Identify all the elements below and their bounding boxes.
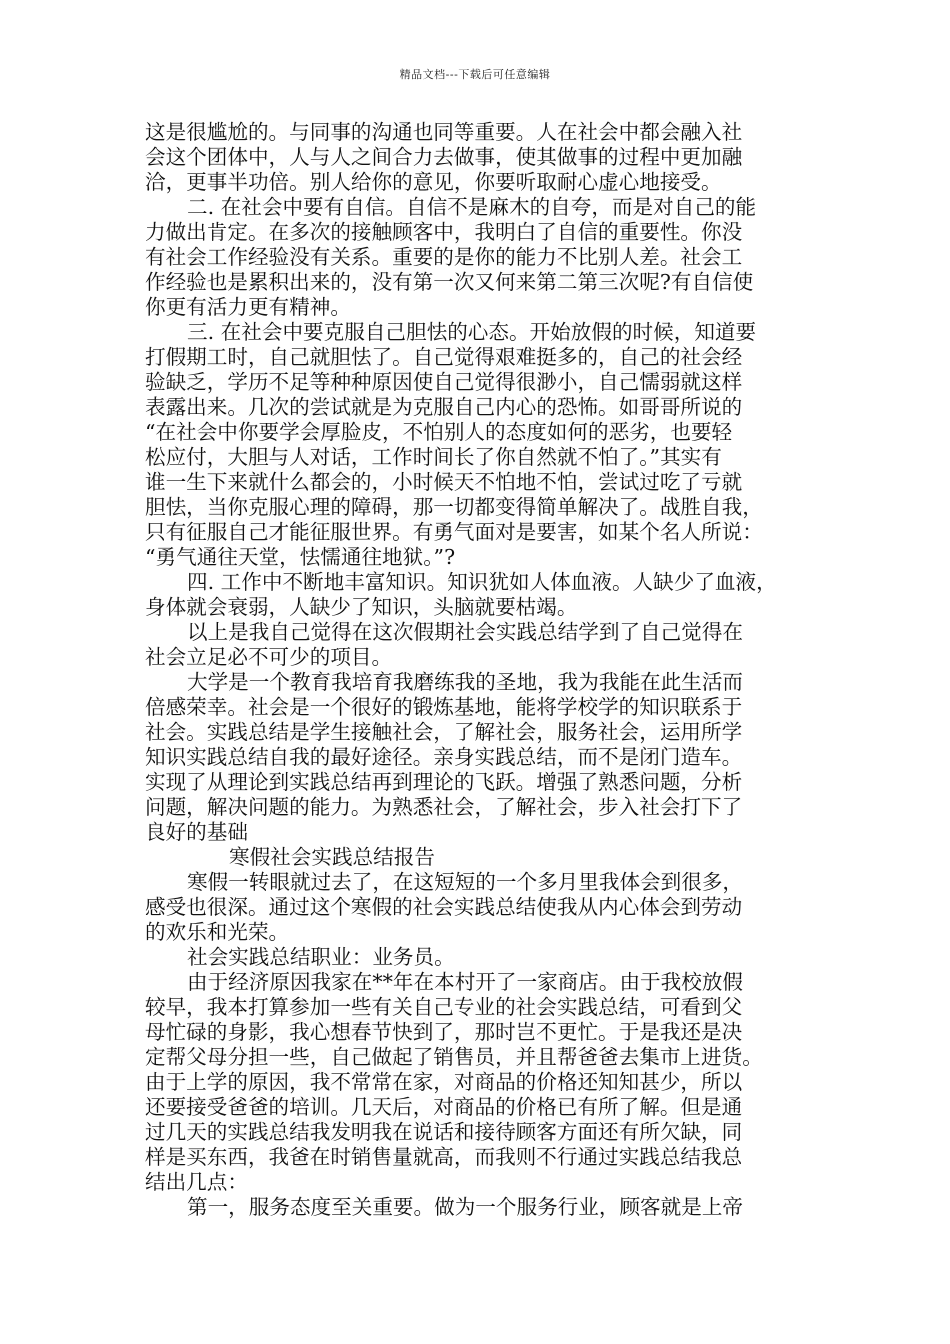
text-line: 只有征服自己才能征服世界。有勇气面对是要害，如某个名人所说： xyxy=(145,520,763,544)
text-line: 结出几点： xyxy=(145,1170,248,1194)
text-line: 母忙碌的身影，我心想春节快到了，那时岂不更忙。于是我还是决 xyxy=(145,1020,743,1044)
text-line: 有社会工作经验没有关系。重要的是你的能力不比别人差。社会工 xyxy=(145,245,743,269)
text-line: 力做出肯定。在多次的接触顾客中，我明白了自信的重要性。你没 xyxy=(145,220,743,244)
text-line: 二. 在社会中要有自信。自信不是麻木的自夸，而是对自己的能 xyxy=(187,195,757,219)
text-line: 你更有活力更有精神。 xyxy=(145,295,351,319)
text-line: 社会立足必不可少的项目。 xyxy=(145,645,393,669)
text-line: 过几天的实践总结我发明我在说话和接待顾客方面还有所欠缺，同 xyxy=(145,1120,743,1144)
text-line: 作经验也是累积出来的，没有第一次又何来第二第三次呢?有自信使 xyxy=(145,270,754,294)
text-line: 由于上学的原因，我不常常在家，对商品的价格还知知甚少，所以 xyxy=(145,1070,743,1094)
text-line: 样是买东西，我爸在时销售量就高，而我则不行通过实践总结我总 xyxy=(145,1145,743,1169)
text-line: 还要接受爸爸的培训。几天后，对商品的价格已有所了解。但是通 xyxy=(145,1095,743,1119)
text-line: 谁一生下来就什么都会的，小时候天不怕地不怕，尝试过吃了亏就 xyxy=(145,470,743,494)
text-line: 验缺乏，学历不足等种种原因使自己觉得很渺小，自己懦弱就这样 xyxy=(145,370,743,394)
text-line: 定帮父母分担一些，自己做起了销售员，并且帮爸爸去集市上进货。 xyxy=(145,1045,763,1069)
text-line: 知识实践总结自我的最好途径。亲身实践总结，而不是闭门造车。 xyxy=(145,745,743,769)
text-line: 四. 工作中不断地丰富知识。知识犹如人体血液。人缺少了血液， xyxy=(187,570,777,594)
text-line: 良好的基础 xyxy=(145,820,248,844)
text-line: 的欢乐和光荣。 xyxy=(145,920,290,944)
section-title: 寒假社会实践总结报告 xyxy=(229,845,435,869)
text-line: 社会。实践总结是学生接触社会，了解社会，服务社会，运用所学 xyxy=(145,720,743,744)
text-line: 身体就会衰弱，人缺少了知识，头脑就要枯竭。 xyxy=(145,595,578,619)
text-line: 胆怯，当你克服心理的障碍，那一切都变得简单解决了。战胜自我， xyxy=(145,495,763,519)
text-line: “勇气通往天堂，怯懦通往地狱。”? xyxy=(145,545,456,569)
text-line: 这是很尴尬的。与同事的沟通也同等重要。人在社会中都会融入社 xyxy=(145,120,743,144)
text-line: 洽，更事半功倍。别人给你的意见，你要听取耐心虚心地接受。 xyxy=(145,170,722,194)
text-line: 表露出来。几次的尝试就是为克服自己内心的恐怖。如哥哥所说的 xyxy=(145,395,743,419)
text-line: 社会实践总结职业：业务员。 xyxy=(187,945,455,969)
text-line: 第一，服务态度至关重要。做为一个服务行业，顾客就是上帝 xyxy=(187,1195,744,1219)
text-line: 由于经济原因我家在**年在本村开了一家商店。由于我校放假 xyxy=(187,970,744,994)
text-line: 打假期工时，自己就胆怯了。自己觉得艰难挺多的，自己的社会经 xyxy=(145,345,743,369)
text-line: 较早，我本打算参加一些有关自己专业的社会实践总结，可看到父 xyxy=(145,995,743,1019)
text-line: 问题，解决问题的能力。为熟悉社会，了解社会，步入社会打下了 xyxy=(145,795,743,819)
text-line: 寒假一转眼就过去了，在这短短的一个多月里我体会到很多， xyxy=(187,870,744,894)
text-line: 以上是我自己觉得在这次假期社会实践总结学到了自己觉得在 xyxy=(187,620,744,644)
page-header: 精品文档---下载后可任意编辑 xyxy=(399,68,551,81)
text-line: 实现了从理论到实践总结再到理论的飞跃。增强了熟悉问题，分析 xyxy=(145,770,743,794)
text-line: 松应付，大胆与人对话，工作时间长了你自然就不怕了。”其实有 xyxy=(145,445,722,469)
text-line: 大学是一个教育我培育我磨练我的圣地，我为我能在此生活而 xyxy=(187,670,744,694)
text-line: “在社会中你要学会厚脸皮，不怕别人的态度如何的恶劣，也要轻 xyxy=(145,420,733,444)
text-line: 倍感荣幸。社会是一个很好的锻炼基地，能将学校学的知识联系于 xyxy=(145,695,743,719)
document-body xyxy=(145,120,810,1220)
text-line: 三. 在社会中要克服自己胆怯的心态。开始放假的时候，知道要 xyxy=(187,320,757,344)
text-line: 会这个团体中，人与人之间合力去做事，使其做事的过程中更加融 xyxy=(145,145,743,169)
text-line: 感受也很深。通过这个寒假的社会实践总结使我从内心体会到劳动 xyxy=(145,895,743,919)
